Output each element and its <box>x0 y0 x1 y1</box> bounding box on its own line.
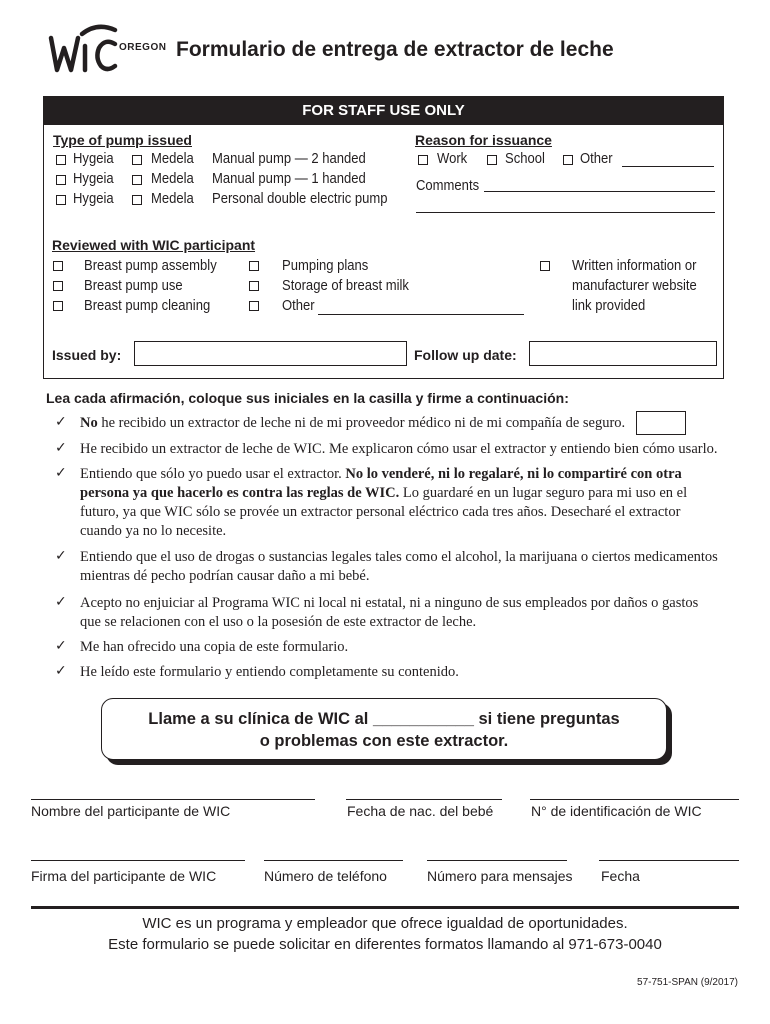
medela-checkbox-1[interactable] <box>132 155 142 165</box>
footer-line-2: Este formulario se puede solicitar en diferentes formatos llamando al 971-673-0040 <box>108 936 662 953</box>
check-icon: ✓ <box>55 414 67 430</box>
form-number: 57-751-SPAN (9/2017) <box>637 977 738 988</box>
check-icon: ✓ <box>55 663 67 679</box>
medela-label-1: Medela <box>151 151 194 167</box>
participant-signature-label: Firma del participante de WIC <box>31 868 217 884</box>
pump-type-label-1: Manual pump — 2 handed <box>212 151 366 167</box>
statement-5: Acepto no enjuiciar al Programa WIC ni local ni estatal, ni a ninguno de sus empleados por daños o gastos que se relacionen con el uso o la posesión de este extractor de leche. <box>80 595 699 630</box>
other-reason-label: Other <box>580 151 613 167</box>
message-phone-label: Número para mensajes <box>427 868 573 884</box>
date-line[interactable] <box>599 860 739 861</box>
other-reason-checkbox[interactable] <box>563 155 573 165</box>
other-reviewed-label: Other <box>282 298 315 314</box>
statement-6: Me han ofrecido una copia de este formulario. <box>80 639 349 655</box>
issued-by-field[interactable] <box>134 341 407 366</box>
cleaning-label: Breast pump cleaning <box>84 298 211 314</box>
cleaning-checkbox[interactable] <box>53 301 63 311</box>
issued-by-label: Issued by: <box>52 347 122 363</box>
pump-type-label-2: Manual pump — 1 handed <box>212 171 366 187</box>
callout-line2: o problemas con este extractor. <box>259 732 509 750</box>
pump-use-checkbox[interactable] <box>53 281 63 291</box>
hygeia-checkbox-3[interactable] <box>56 195 66 205</box>
comments-label: Comments <box>416 178 480 194</box>
statement-1 <box>80 414 720 433</box>
assembly-checkbox[interactable] <box>53 261 63 271</box>
participant-name-line[interactable] <box>31 799 315 800</box>
wic-id-line[interactable] <box>530 799 739 800</box>
footer-line-1: WIC es un programa y empleador que ofrece igualdad de oportunidades. <box>142 915 628 932</box>
written-info-label-1: Written information or <box>572 258 697 274</box>
statement-1-bold: No <box>80 415 98 431</box>
logo-state: OREGON <box>119 42 167 53</box>
storage-checkbox[interactable] <box>249 281 259 291</box>
hygeia-checkbox-2[interactable] <box>56 175 66 185</box>
pumping-plans-checkbox[interactable] <box>249 261 259 271</box>
comments-line-1[interactable] <box>484 191 715 192</box>
pump-type-title: Type of pump issued <box>53 132 192 148</box>
assembly-label: Breast pump assembly <box>84 258 217 274</box>
statement-3-text-b: Lo guardaré en un lugar seguro para mi uso en el futuro, ya que WIC sólo se provée un extractor personal eléctrico cada tres años. Desecharé el extractor cuando ya no lo necesite. <box>80 485 688 539</box>
statement-3 <box>80 465 720 541</box>
callout-line1-b: si tiene preguntas <box>478 710 620 728</box>
medela-label-3: Medela <box>151 191 194 207</box>
statement-2: He recibido un extractor de leche de WIC. Me explicaron cómo usar el extractor y entiendo bien cómo usarlo. <box>80 441 718 457</box>
reviewed-title: Reviewed with WIC participant <box>52 237 256 253</box>
written-info-label-3: link provided <box>572 298 646 314</box>
hygeia-label-1: Hygeia <box>73 151 114 167</box>
participant-signature-line[interactable] <box>31 860 245 861</box>
callout-text <box>102 699 666 752</box>
page-title: Formulario de entrega de extractor de leche <box>176 38 614 61</box>
statement-1-text: he recibido un extractor de leche ni de mi proveedor médico ni de mi compañía de seguro. <box>97 415 626 431</box>
phone-label: Número de teléfono <box>264 868 387 884</box>
check-icon: ✓ <box>55 548 67 564</box>
callout-line1-a: Llame a su clínica de WIC al <box>148 710 369 728</box>
instructions: Lea cada afirmación, coloque sus iniciales en la casilla y firme a continuación: <box>46 390 569 406</box>
other-reviewed-line[interactable] <box>318 314 524 315</box>
written-info-checkbox[interactable] <box>540 261 550 271</box>
other-reason-line[interactable] <box>622 166 714 167</box>
statement-3-bold: No lo venderé, ni lo regalaré, ni lo compartiré con otra persona ya que hacerlo es contra las reglas de WIC. <box>80 466 682 501</box>
work-label: Work <box>437 151 468 167</box>
check-icon: ✓ <box>55 465 67 481</box>
pump-use-label: Breast pump use <box>84 278 183 294</box>
school-label: School <box>505 151 545 167</box>
initials-box[interactable] <box>636 411 686 435</box>
hygeia-checkbox-1[interactable] <box>56 155 66 165</box>
message-phone-line[interactable] <box>427 860 567 861</box>
baby-dob-line[interactable] <box>346 799 502 800</box>
check-icon: ✓ <box>55 594 67 610</box>
phone-line[interactable] <box>264 860 403 861</box>
participant-name-label: Nombre del participante de WIC <box>31 803 231 819</box>
other-reviewed-checkbox[interactable] <box>249 301 259 311</box>
school-checkbox[interactable] <box>487 155 497 165</box>
statement-7: He leído este formulario y entiendo completamente su contenido. <box>80 664 459 680</box>
pump-type-label-3: Personal double electric pump <box>212 191 388 207</box>
clinic-phone-blank[interactable]: ___________ <box>372 710 474 728</box>
statement-4: Entiendo que el uso de drogas o sustancias legales tales como el alcohol, la marijuana o ciertos medicamentos mientras dé pecho podrían causar daño a mi bebé. <box>80 549 718 584</box>
medela-checkbox-2[interactable] <box>132 175 142 185</box>
wic-id-label: N° de identificación de WIC <box>531 803 702 819</box>
date-label: Fecha <box>601 868 640 884</box>
footer-divider <box>31 906 739 909</box>
baby-dob-label: Fecha de nac. del bebé <box>347 803 494 819</box>
hygeia-label-2: Hygeia <box>73 171 114 187</box>
hygeia-label-3: Hygeia <box>73 191 114 207</box>
written-info-label-2: manufacturer website <box>572 278 697 294</box>
work-checkbox[interactable] <box>418 155 428 165</box>
storage-label: Storage of breast milk <box>282 278 409 294</box>
staff-use-header: FOR STAFF USE ONLY <box>43 96 724 125</box>
medela-label-2: Medela <box>151 171 194 187</box>
reason-title: Reason for issuance <box>415 132 552 148</box>
follow-up-label: Follow up date: <box>414 347 517 363</box>
check-icon: ✓ <box>55 440 67 456</box>
check-icon: ✓ <box>55 638 67 654</box>
medela-checkbox-3[interactable] <box>132 195 142 205</box>
statement-3-text-a: Entiendo que sólo yo puedo usar el extractor. <box>80 466 346 482</box>
contact-callout <box>101 698 667 760</box>
pumping-plans-label: Pumping plans <box>282 258 369 274</box>
follow-up-field[interactable] <box>529 341 717 366</box>
comments-line-2[interactable] <box>416 212 715 213</box>
